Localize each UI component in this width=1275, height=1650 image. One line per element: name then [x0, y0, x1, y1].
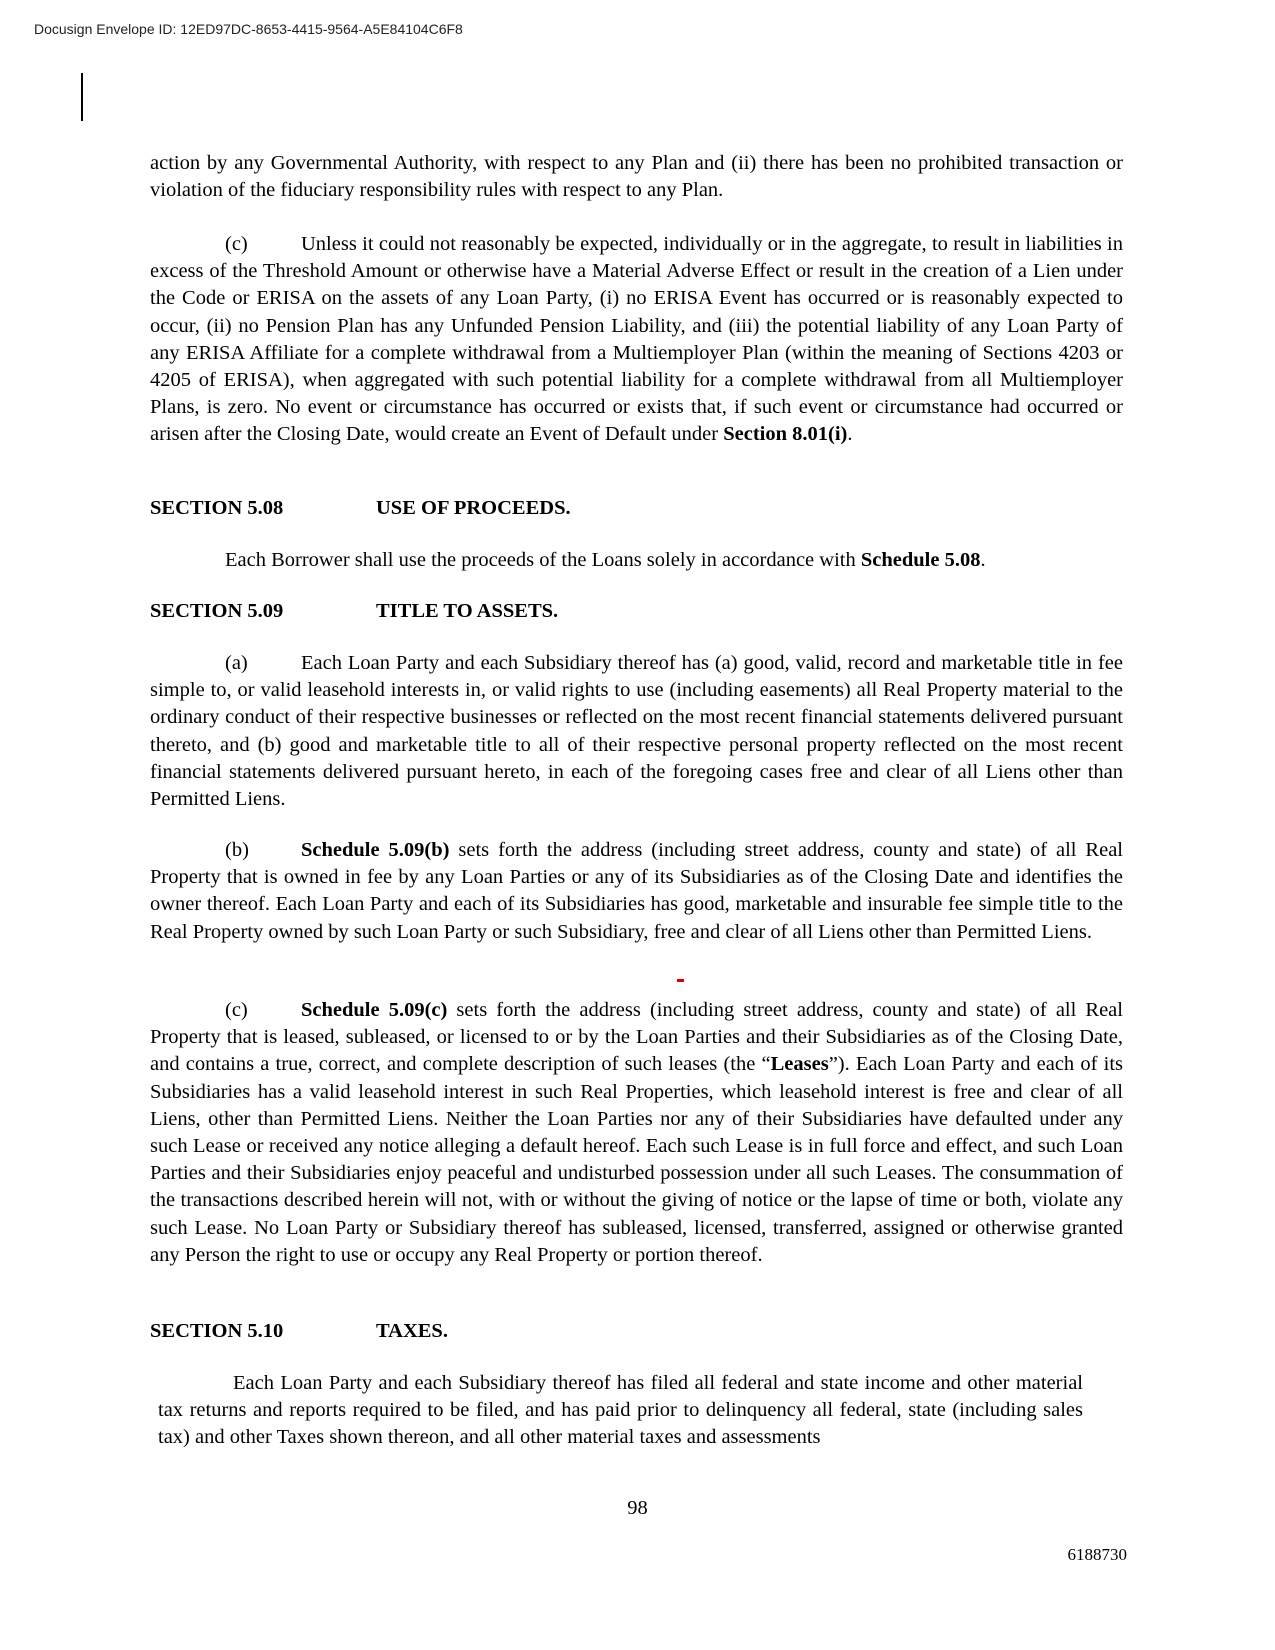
document-number: 6188730: [1067, 1545, 1127, 1564]
section-number: SECTION 5.09: [150, 600, 284, 622]
section-heading-5-10: [150, 1318, 448, 1345]
paragraph-label: (c): [225, 999, 248, 1021]
section-heading-5-09: [150, 598, 558, 625]
paragraph-5-09-b: [150, 837, 1123, 946]
envelope-id: Docusign Envelope ID: 12ED97DC-8653-4415-9564-A5E84104C6F8: [34, 21, 463, 37]
paragraph-continuation: action by any Governmental Authority, with respect to any Plan and (ii) there has been no prohibited transaction or violation of the fiduciary responsibility rules with respect to any Plan.: [150, 152, 1123, 202]
paragraph-taxes: Each Loan Party and each Subsidiary thereof has filed all federal and state income and other material tax returns and reports required to be filed, and has paid prior to delinquency all federal, state (including sales tax) and other Taxes shown thereon, and all other material taxes and assessments: [158, 1372, 1083, 1449]
section-number: SECTION 5.08: [150, 497, 284, 519]
paragraph-use-of-proceeds: [150, 547, 1123, 574]
schedule-reference: Schedule 5.09(c): [301, 999, 448, 1021]
paragraph-label: (b): [225, 839, 249, 861]
paragraph-5-09-c: [150, 997, 1123, 1269]
red-edit-mark: [677, 979, 684, 982]
paragraph-end: .: [847, 423, 853, 446]
paragraph-c-erisa: [150, 231, 1123, 449]
paragraph-5-09-a: [150, 650, 1123, 813]
paragraph-text: Each Borrower shall use the proceeds of the Loans solely in accordance with: [225, 549, 861, 571]
margin-change-bar: [81, 73, 83, 121]
paragraph-text: sets forth the address (including street address, county and state) of all Real Property that is leased, subleased, or licensed to or by the Loan Parties and their Subsidiaries as of the Closing Date, and contains a true, correct, and complete description of such leases (the “: [150, 999, 1123, 1076]
section-title: TAXES.: [376, 1320, 448, 1342]
paragraph-text: sets forth the address (including street address, county and state) of all Real Property that is owned in fee by any Loan Parties or any of its Subsidiaries as of the Closing Date and identifies the owner thereof. Each Loan Party and each of its Subsidiaries has good, marketable and insurable fee simple title to the Real Property owned by such Loan Party or such Subsidiary, free and clear of all Liens other than Permitted Liens.: [150, 839, 1123, 943]
section-title: USE OF PROCEEDS.: [376, 497, 571, 519]
section-heading-5-08: [150, 495, 571, 522]
schedule-reference: Schedule 5.09(b): [301, 839, 450, 861]
section-reference: Section 8.01(i): [723, 423, 848, 446]
paragraph-text: Unless it could not reasonably be expected, individually or in the aggregate, to result in liabilities in excess of the Threshold Amount or otherwise have a Material Adverse Effect or result in the creation of a Lien under the Code or ERISA on the assets of any Loan Party, (i) no ERISA Event has occurred or is reasonably expected to occur, (ii) no Pension Plan has any Unfunded Pension Liability, and (iii) the potential liability of any Loan Party of any ERISA Affiliate for a complete withdrawal from a Multiemployer Plan (within the meaning of Sections 4203 or 4205 of ERISA), when aggregated with such potential liability for a complete withdrawal from all Multiemployer Plans, is zero. No event or circumstance has occurred or exists that, if such event or circumstance had occurred or arisen after the Closing Date, would create an Event of Default under: [150, 233, 1123, 446]
paragraph-end: .: [980, 549, 986, 571]
paragraph-label: (a): [225, 652, 248, 674]
defined-term: Leases: [770, 1053, 829, 1076]
paragraph-text: ”). Each Loan Party and each of its Subsidiaries has a valid leasehold interest in such Real Properties, which leasehold interest is free and clear of all Liens, other than Permitted Liens. Neither the Loan Parties nor any of their Subsidiaries have defaulted under any such Lease or received any notice alleging a default hereof. Each such Lease is in full force and effect, and such Loan Parties and their Subsidiaries enjoy peaceful and undisturbed possession under all such Leases. The consummation of the transactions described herein will not, with or without the giving of notice or the lapse of time or both, violate any such Lease. No Loan Party or Subsidiary thereof has subleased, licensed, transferred, assigned or otherwise granted any Person the right to use or occupy any Real Property or portion thereof.: [150, 1053, 1123, 1266]
page-number: 98: [627, 1497, 648, 1519]
paragraph-text: Each Loan Party and each Subsidiary thereof has (a) good, valid, record and marketable title in fee simple to, or valid leasehold interests in, or valid rights to use (including easements) all Real Property material to the ordinary conduct of their respective businesses or reflected on the most recent financial statements delivered pursuant thereto, and (b) good and marketable title to all of their respective personal property reflected on the most recent financial statements delivered pursuant hereto, in each of the foregoing cases free and clear of all Liens other than Permitted Liens.: [150, 652, 1123, 811]
section-number: SECTION 5.10: [150, 1320, 284, 1342]
paragraph-label: (c): [225, 233, 248, 255]
schedule-reference: Schedule 5.08: [860, 549, 981, 571]
section-title: TITLE TO ASSETS.: [376, 600, 559, 622]
